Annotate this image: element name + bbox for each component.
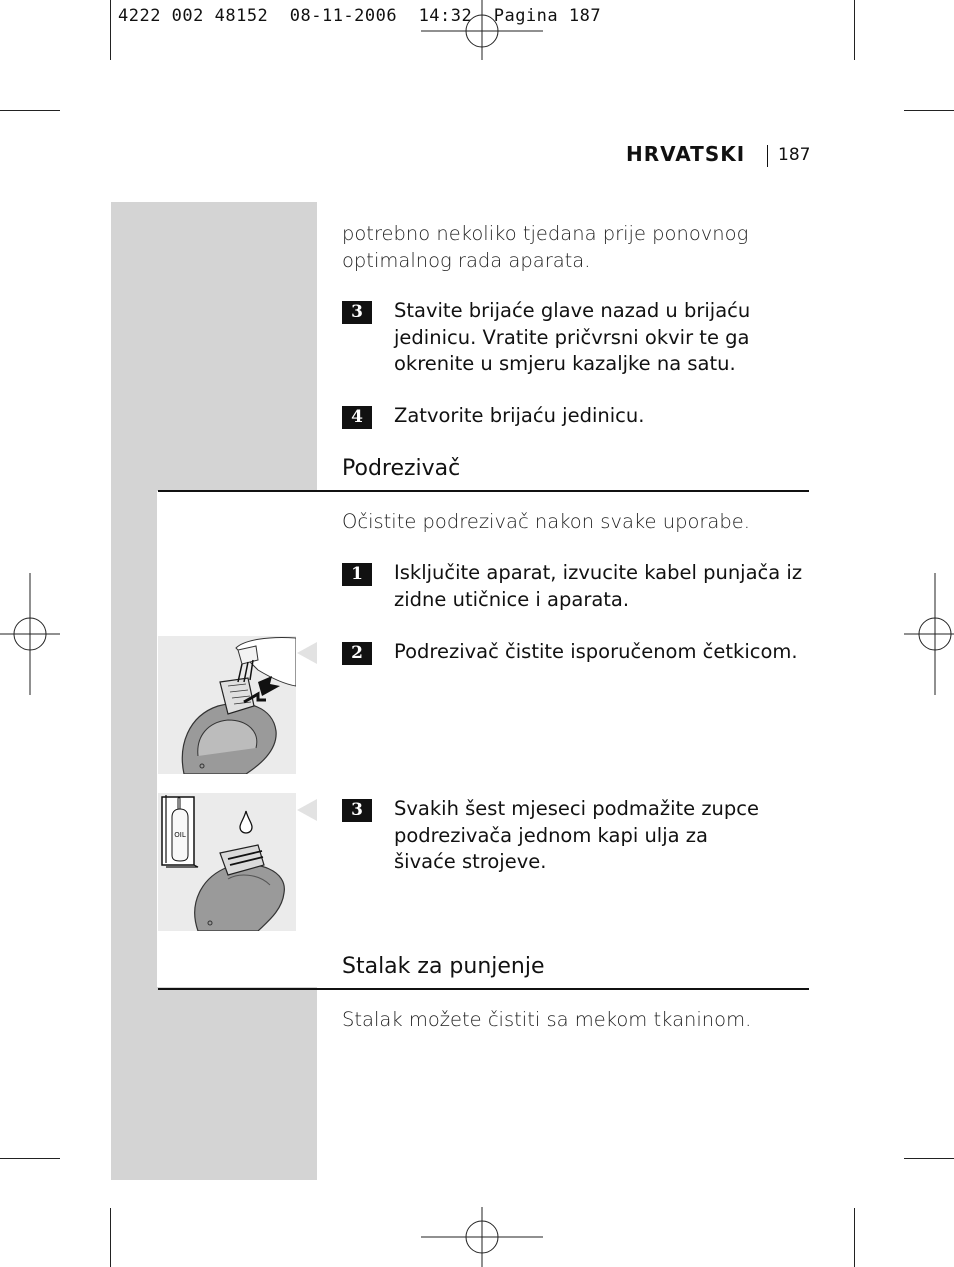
step-badge: 2 (342, 642, 372, 665)
section-rule (158, 988, 809, 990)
crop-mark (110, 1208, 111, 1267)
step-text: Svakih šest mjeseci podmažite zupce podrezivača jednom kapi ulja za šivaće strojeve. (394, 797, 760, 873)
step-badge: 3 (342, 799, 372, 822)
section-title-trimmer: Podrezivač (342, 456, 461, 481)
printer-slug: 4222 002 48152 08-11-2006 14:32 Pagina 187 (118, 6, 602, 26)
step-badge: 3 (342, 301, 372, 324)
section-rule (158, 490, 809, 492)
header-language: HRVATSKI (626, 142, 746, 166)
crop-mark (0, 110, 60, 111)
header-page-number: 187 (767, 145, 810, 167)
registration-mark-icon (421, 0, 543, 60)
crop-mark (110, 0, 111, 60)
section-title-stand: Stalak za punjenje (342, 954, 545, 979)
step-text: Podrezivač čistite isporučenom četkicom. (394, 640, 798, 663)
step-badge: 1 (342, 563, 372, 586)
crop-mark (904, 110, 954, 111)
registration-mark-icon (421, 1207, 543, 1267)
oil-bottle-illustration (158, 793, 296, 931)
trimmer-intro: Očistite podrezivač nakon svake uporabe. (342, 510, 750, 533)
intro-paragraph: potrebno nekoliko tjedana prije ponovnog optimalnog rada aparata. (342, 222, 749, 272)
crop-mark (854, 1208, 855, 1267)
step-badge: 4 (342, 406, 372, 429)
oil-label: OIL (174, 831, 186, 839)
illustration-pointer (297, 799, 317, 821)
brush-cleaning-illustration (158, 636, 296, 774)
registration-mark-icon (0, 573, 60, 695)
step-text: Isključite aparat, izvucite kabel punjača iz zidne utičnice i aparata. (394, 561, 803, 611)
crop-mark (0, 1158, 60, 1159)
step-text: Stavite brijaće glave nazad u brijaću jedinicu. Vratite pričvrsni okvir te ga okrenite u smjeru kazaljke na satu. (394, 299, 751, 375)
crop-mark (904, 1158, 954, 1159)
step-text: Zatvorite brijaću jedinicu. (394, 404, 645, 427)
crop-mark (854, 0, 855, 60)
registration-mark-icon (904, 573, 954, 695)
stand-text: Stalak možete čistiti sa mekom tkaninom. (342, 1008, 752, 1031)
illustration-pointer (297, 642, 317, 664)
